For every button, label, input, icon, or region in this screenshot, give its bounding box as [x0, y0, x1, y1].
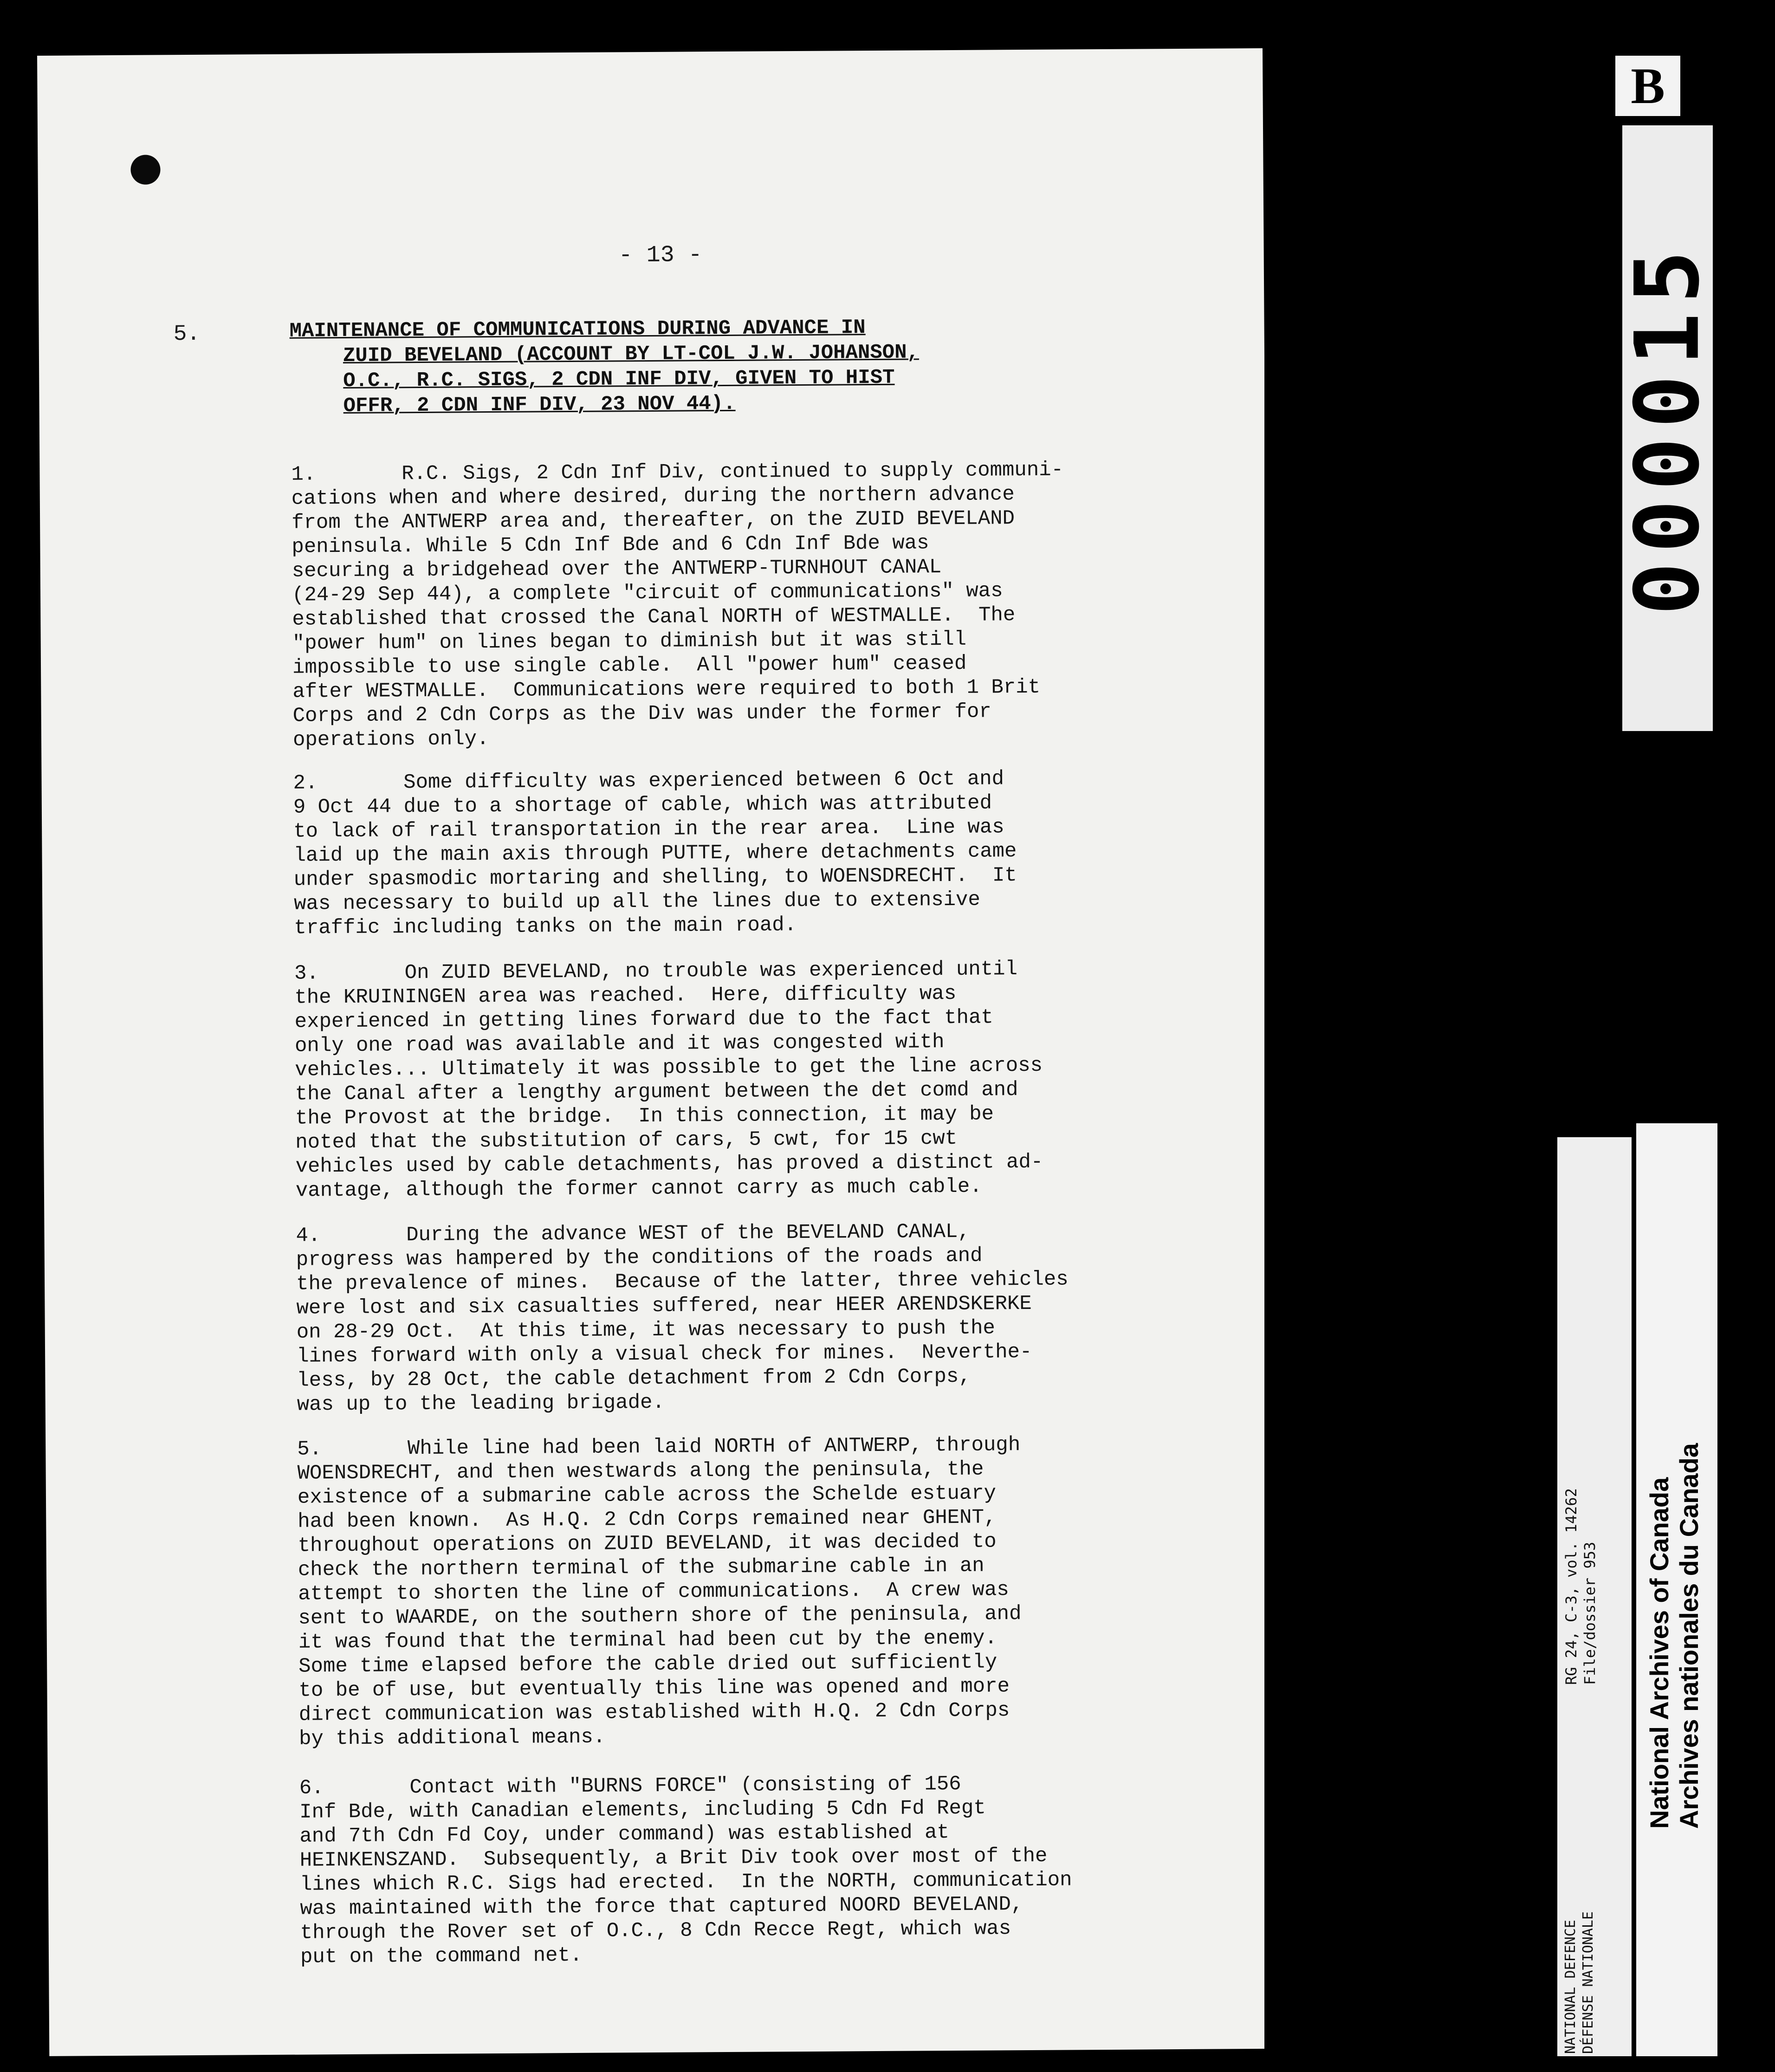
text-line: throughout operations on ZUID BEVELAND, it was decided to [298, 1530, 997, 1558]
text-line: was maintained with the force that captured NOORD BEVELAND, [300, 1893, 1024, 1921]
text-line: securing a bridgehead over the ANTWERP-TURNHOUT CANAL [292, 556, 942, 583]
text-line: (24-29 Sep 44), a complete "circuit of communications" was [292, 579, 1003, 607]
department-label [1562, 1450, 1597, 2054]
text-line: Inf Bde, with Canadian elements, including 5 Cdn Fd Regt [299, 1796, 986, 1824]
text-line: lines which R.C. Sigs had erected. In the NORTH, communication [299, 1868, 1072, 1897]
archives-card [1636, 1123, 1717, 2056]
department-line: NATIONAL DEFENCE [1562, 1920, 1579, 2054]
file-reference-line: RG 24, C-3, vol. 14262 [1562, 1488, 1580, 1685]
text-line: under spasmodic mortaring and shelling, to WOENSDRECHT. It [293, 864, 1017, 892]
text-line: progress was hampered by the conditions of the roads and [296, 1244, 983, 1272]
text-line: Corps and 2 Cdn Corps as the Div was under the former for [292, 700, 991, 728]
text-line: to be of use, but eventually this line was opened and more [298, 1675, 1010, 1703]
text-line: 4. During the advance WEST of the BEVELAND CANAL, [296, 1220, 970, 1248]
frame-letter-card [1615, 56, 1680, 116]
text-line: put on the command net. [300, 1943, 583, 1969]
text-line: noted that the substitution of cars, 5 cwt, for 15 cwt [295, 1127, 958, 1154]
text-line: WOENSDRECHT, and then westwards along the peninsula, the [297, 1457, 984, 1485]
frame-number-strip [1616, 125, 1719, 731]
text-line: vehicles used by cable detachments, has proved a distinct ad- [295, 1150, 1043, 1178]
text-line: vehicles... Ultimately it was possible to get the line across [295, 1054, 1043, 1082]
text-line: by this additional means. [299, 1725, 606, 1751]
text-line: experienced in getting lines forward due to the fact that [294, 1006, 993, 1034]
text-line: existence of a submarine cable across the Schelde estuary [297, 1482, 997, 1509]
paragraph-2 [293, 765, 1283, 940]
text-line: were lost and six casualties suffered, near HEER ARENDSKERKE [296, 1292, 1032, 1320]
text-line: lines forward with only a visual check for mines. Neverthe- [296, 1340, 1032, 1368]
frame-number: 000015 [1616, 241, 1719, 615]
text-line: cations when and where desired, during the northern advance [291, 483, 1015, 511]
text-line: it was found that the terminal had been cut by the enemy. [298, 1626, 998, 1654]
archives-label [1645, 1086, 1704, 1829]
text-line: to lack of rail transportation in the rear area. Line was [293, 816, 1004, 843]
text-line: sent to WAARDE, on the southern shore of the peninsula, and [298, 1602, 1022, 1630]
text-line: vantage, although the former cannot carry as much cable. [295, 1175, 982, 1203]
document-page [37, 48, 1275, 2056]
heading-line: ZUID BEVELAND (ACCOUNT BY LT-COL J.W. JOHANSON, [343, 341, 920, 368]
paragraph-5 [297, 1431, 1288, 1751]
text-line: was necessary to build up all the lines due to extensive [294, 888, 980, 916]
text-line: from the ANTWERP area and, thereafter, on the ZUID BEVELAND [292, 507, 1015, 535]
punch-hole [130, 155, 160, 184]
text-line: the Canal after a lengthy argument between the det comd and [295, 1078, 1018, 1106]
text-line: HEINKENSZAND. Subsequently, a Brit Div took over most of the [299, 1844, 1048, 1872]
heading-line: MAINTENANCE OF COMMUNICATIONS DURING ADVANCE IN [289, 316, 866, 343]
text-line: the prevalence of mines. Because of the latter, three vehicles [296, 1268, 1069, 1296]
text-line: "power hum" on lines began to diminish but it was still [292, 628, 967, 655]
heading-line: O.C., R.C. SIGS, 2 CDN INF DIV, GIVEN TO HIST [343, 366, 895, 393]
text-line: impossible to use single cable. All "power hum" ceased [292, 652, 967, 680]
heading-line: OFFR, 2 CDN INF DIV, 23 NOV 44). [343, 392, 736, 418]
text-line: the KRUININGEN area was reached. Here, difficulty was [294, 982, 957, 1010]
frame-letter: B [1631, 57, 1665, 114]
text-line: was up to the leading brigade. [297, 1391, 665, 1417]
file-reference-line: File/dossier 953 [1581, 1541, 1599, 1685]
text-line: laid up the main axis through PUTTE, where detachments came [293, 840, 1017, 868]
text-line: less, by 28 Oct, the cable detachment from 2 Cdn Corps, [297, 1365, 971, 1392]
text-line: operations only. [292, 727, 489, 752]
archives-line: National Archives of Canada [1645, 1477, 1674, 1829]
file-reference-card [1557, 1137, 1632, 2056]
text-line: direct communication was established with H.Q. 2 Cdn Corps [298, 1699, 1010, 1727]
text-line: peninsula. While 5 Cdn Inf Bde and 6 Cdn Inf Bde was [292, 531, 929, 559]
department-line: DÉFENSE NATIONALE [1580, 1911, 1596, 2054]
text-line: after WESTMALLE. Communications were required to both 1 Brit [292, 675, 1041, 704]
text-line: 5. While line had been laid NORTH of ANTWERP, through [297, 1433, 1021, 1461]
text-line: on 28-29 Oct. At this time, it was necessary to push the [296, 1316, 995, 1344]
section-heading [289, 313, 1218, 419]
paragraph-4 [296, 1218, 1286, 1417]
text-line: 1. R.C. Sigs, 2 Cdn Inf Div, continued to supply communi- [291, 458, 1064, 486]
text-line: through the Rover set of O.C., 8 Cdn Recce Regt, which was [300, 1917, 1011, 1945]
paragraph-1 [291, 457, 1282, 752]
text-line: 6. Contact with "BURNS FORCE" (consisting of 156 [299, 1772, 961, 1800]
text-line: 9 Oct 44 due to a shortage of cable, which was attributed [293, 791, 992, 819]
text-line: Some time elapsed before the cable dried out sufficiently [298, 1651, 998, 1678]
paragraph-3 [294, 956, 1284, 1203]
section-number: 5. [173, 321, 201, 347]
archives-line: Archives nationales du Canada [1674, 1443, 1704, 1829]
text-line: only one road was available and it was congested with [294, 1030, 945, 1058]
text-line: and 7th Cdn Fd Coy, under command) was established at [299, 1821, 950, 1848]
page-number: - 13 - [618, 242, 702, 269]
text-line: attempt to shorten the line of communications. A crew was [298, 1578, 1009, 1606]
text-line: the Provost at the bridge. In this connection, it may be [295, 1102, 994, 1130]
paragraph-6 [299, 1770, 1289, 1969]
text-line: traffic including tanks on the main road. [294, 913, 797, 940]
text-line: established that crossed the Canal NORTH of WESTMALLE. The [292, 603, 1016, 631]
text-line: check the northern terminal of the submarine cable in an [298, 1554, 985, 1582]
text-line: had been known. As H.Q. 2 Cdn Corps remained near GHENT, [298, 1506, 997, 1534]
text-line: 3. On ZUID BEVELAND, no trouble was experienced until [294, 958, 1018, 985]
text-line: 2. Some difficulty was experienced between 6 Oct and [293, 767, 1004, 795]
